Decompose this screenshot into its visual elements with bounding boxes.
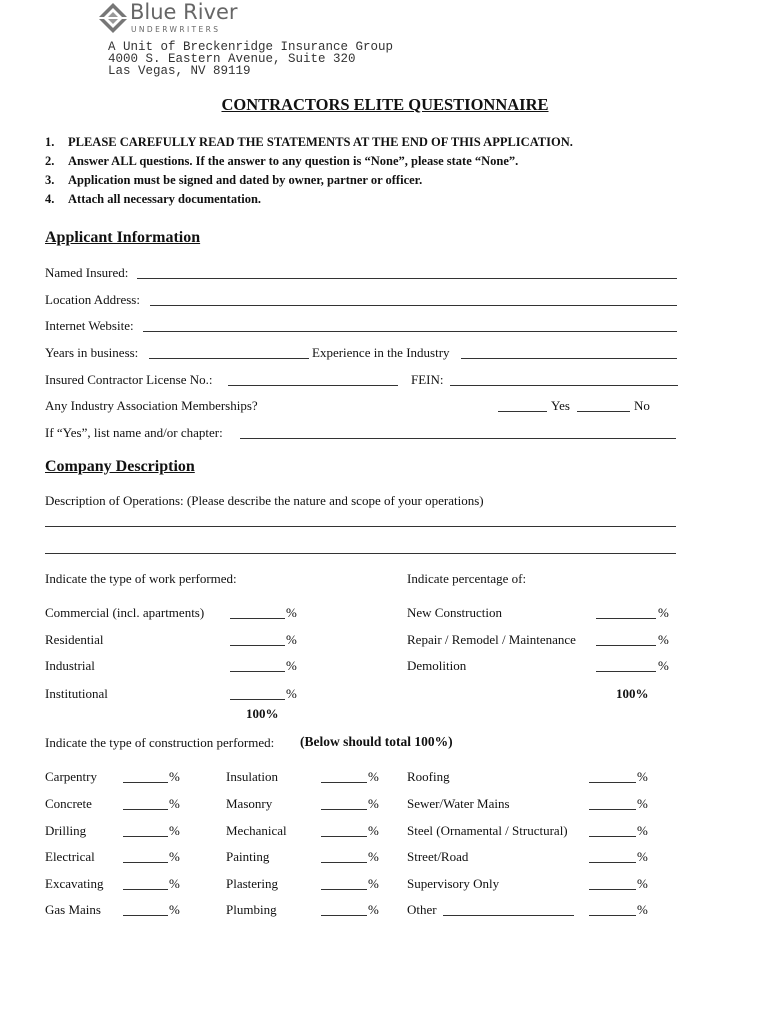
if-yes-label: If “Yes”, list name and/or chapter: (45, 425, 223, 440)
residential-percent-field[interactable] (230, 645, 285, 646)
construction-new: New Construction (407, 605, 502, 620)
percent-sign: % (658, 658, 669, 673)
fein-field[interactable] (450, 385, 678, 386)
percent-sign: % (286, 605, 297, 620)
percent-sign: % (169, 769, 180, 784)
instruction-text: PLEASE CAREFULLY READ THE STATEMENTS AT THE END OF THIS APPLICATION. (68, 135, 573, 149)
logo-subtitle: UNDERWRITERS (131, 25, 221, 34)
work-type-institutional: Institutional (45, 686, 108, 701)
experience-label: Experience in the Industry (312, 345, 450, 360)
trade-percent-field[interactable] (123, 782, 168, 783)
trade-label: Street/Road (407, 849, 469, 864)
address-line-1: A Unit of Breckenridge Insurance Group (108, 40, 394, 54)
description-field-line-2[interactable] (45, 553, 676, 554)
instruction-text: Attach all necessary documentation. (68, 192, 262, 206)
percent-sign: % (169, 849, 180, 864)
memberships-yes-field[interactable] (498, 411, 547, 412)
percent-sign: % (368, 849, 379, 864)
work-total: 100% (246, 706, 279, 721)
instruction-item (45, 173, 422, 188)
trade-percent-field[interactable] (123, 915, 168, 916)
trade-percent-field[interactable] (589, 915, 636, 916)
percent-sign: % (637, 796, 648, 811)
trade-label: Insulation (226, 769, 278, 784)
percent-sign: % (368, 876, 379, 891)
construction-repair: Repair / Remodel / Maintenance (407, 632, 576, 647)
trade-percent-field[interactable] (321, 809, 367, 810)
if-yes-field[interactable] (240, 438, 676, 439)
trade-label: Excavating (45, 876, 104, 891)
diamond-logo-icon (96, 2, 130, 34)
instruction-item (45, 192, 261, 207)
instruction-text: Answer ALL questions. If the answer to any question is “None”, please state “None”. (68, 154, 519, 168)
trade-percent-field[interactable] (321, 836, 367, 837)
trade-percent-field[interactable] (589, 889, 636, 890)
commercial-percent-field[interactable] (230, 618, 285, 619)
construction-performed-label: Indicate the type of construction performed: (45, 735, 275, 750)
description-label: Description of Operations: (Please describe the nature and scope of your operations) (45, 493, 484, 508)
percent-sign: % (169, 902, 180, 917)
trade-label: Gas Mains (45, 902, 101, 917)
percent-sign: % (637, 876, 648, 891)
address-line-2: 4000 S. Eastern Avenue, Suite 320 (108, 52, 356, 66)
company-description-heading: Company Description (45, 458, 195, 475)
trade-label: Other (407, 902, 437, 917)
trade-label: Drilling (45, 823, 87, 838)
trade-percent-field[interactable] (321, 862, 367, 863)
instruction-item (45, 135, 573, 150)
percent-sign: % (368, 769, 379, 784)
work-type-label: Indicate the type of work performed: (45, 571, 237, 586)
percent-sign: % (169, 796, 180, 811)
trade-label: Mechanical (226, 823, 287, 838)
license-field[interactable] (228, 385, 398, 386)
work-type-industrial: Industrial (45, 658, 95, 673)
percent-sign: % (368, 796, 379, 811)
fein-label: FEIN: (411, 372, 444, 387)
trade-label: Plumbing (226, 902, 277, 917)
percent-sign: % (637, 849, 648, 864)
trade-label: Steel (Ornamental / Structural) (407, 823, 568, 838)
percent-sign: % (637, 769, 648, 784)
page-title: CONTRACTORS ELITE QUESTIONNAIRE (221, 95, 549, 114)
instruction-item (45, 154, 518, 169)
other-trade-field[interactable] (443, 915, 574, 916)
trade-percent-field[interactable] (123, 836, 168, 837)
trade-label: Supervisory Only (407, 876, 500, 891)
construction-total: 100% (616, 686, 649, 701)
memberships-yes-label: Yes (551, 398, 570, 413)
trade-percent-field[interactable] (123, 889, 168, 890)
memberships-no-label: No (634, 398, 650, 413)
trade-percent-field[interactable] (589, 782, 636, 783)
percent-sign: % (658, 605, 669, 620)
percent-sign: % (286, 632, 297, 647)
percent-sign: % (658, 632, 669, 647)
trade-percent-field[interactable] (123, 862, 168, 863)
percent-sign: % (169, 876, 180, 891)
trade-label: Electrical (45, 849, 95, 864)
applicant-information-heading: Applicant Information (45, 229, 201, 246)
percent-sign: % (368, 823, 379, 838)
construction-demolition: Demolition (407, 658, 467, 673)
location-address-label: Location Address: (45, 292, 140, 307)
trade-percent-field[interactable] (321, 782, 367, 783)
logo-name: Blue River (130, 0, 238, 24)
repair-percent-field[interactable] (596, 645, 656, 646)
percent-sign: % (286, 686, 297, 701)
trade-label: Painting (226, 849, 270, 864)
construction-performed-note: (Below should total 100%) (300, 734, 453, 749)
work-type-residential: Residential (45, 632, 104, 647)
percent-sign: % (368, 902, 379, 917)
experience-field[interactable] (461, 358, 677, 359)
work-type-commercial: Commercial (incl. apartments) (45, 605, 205, 620)
institutional-percent-field[interactable] (230, 699, 285, 700)
trade-percent-field[interactable] (589, 809, 636, 810)
instruction-number: 3. (45, 173, 55, 187)
trade-percent-field[interactable] (589, 836, 636, 837)
named-insured-label: Named Insured: (45, 265, 129, 280)
instruction-number: 1. (45, 135, 55, 149)
website-field[interactable] (143, 331, 677, 332)
industrial-percent-field[interactable] (230, 671, 285, 672)
memberships-label: Any Industry Association Memberships? (45, 398, 258, 413)
trade-label: Masonry (226, 796, 273, 811)
years-in-business-field[interactable] (149, 358, 309, 359)
address-line-3: Las Vegas, NV 89119 (108, 64, 251, 78)
years-in-business-label: Years in business: (45, 345, 139, 360)
instruction-number: 2. (45, 154, 55, 168)
named-insured-field[interactable] (137, 278, 677, 279)
trade-label: Roofing (407, 769, 450, 784)
company-logo (96, 2, 256, 34)
trade-percent-field[interactable] (321, 889, 367, 890)
trade-label: Plastering (226, 876, 278, 891)
new-construction-percent-field[interactable] (596, 618, 656, 619)
trade-label: Sewer/Water Mains (407, 796, 510, 811)
description-field-line-1[interactable] (45, 526, 676, 527)
percent-sign: % (169, 823, 180, 838)
instruction-text: Application must be signed and dated by owner, partner or officer. (68, 173, 423, 187)
license-label: Insured Contractor License No.: (45, 372, 213, 387)
percent-sign: % (286, 658, 297, 673)
memberships-no-field[interactable] (577, 411, 630, 412)
percent-sign: % (637, 823, 648, 838)
demolition-percent-field[interactable] (596, 671, 656, 672)
trade-label: Concrete (45, 796, 92, 811)
location-address-field[interactable] (150, 305, 677, 306)
trade-percent-field[interactable] (123, 809, 168, 810)
percentage-label: Indicate percentage of: (407, 571, 527, 586)
percent-sign: % (637, 902, 648, 917)
trade-label: Carpentry (45, 769, 97, 784)
trade-percent-field[interactable] (321, 915, 367, 916)
instruction-number: 4. (45, 192, 55, 206)
website-label: Internet Website: (45, 318, 134, 333)
trade-percent-field[interactable] (589, 862, 636, 863)
